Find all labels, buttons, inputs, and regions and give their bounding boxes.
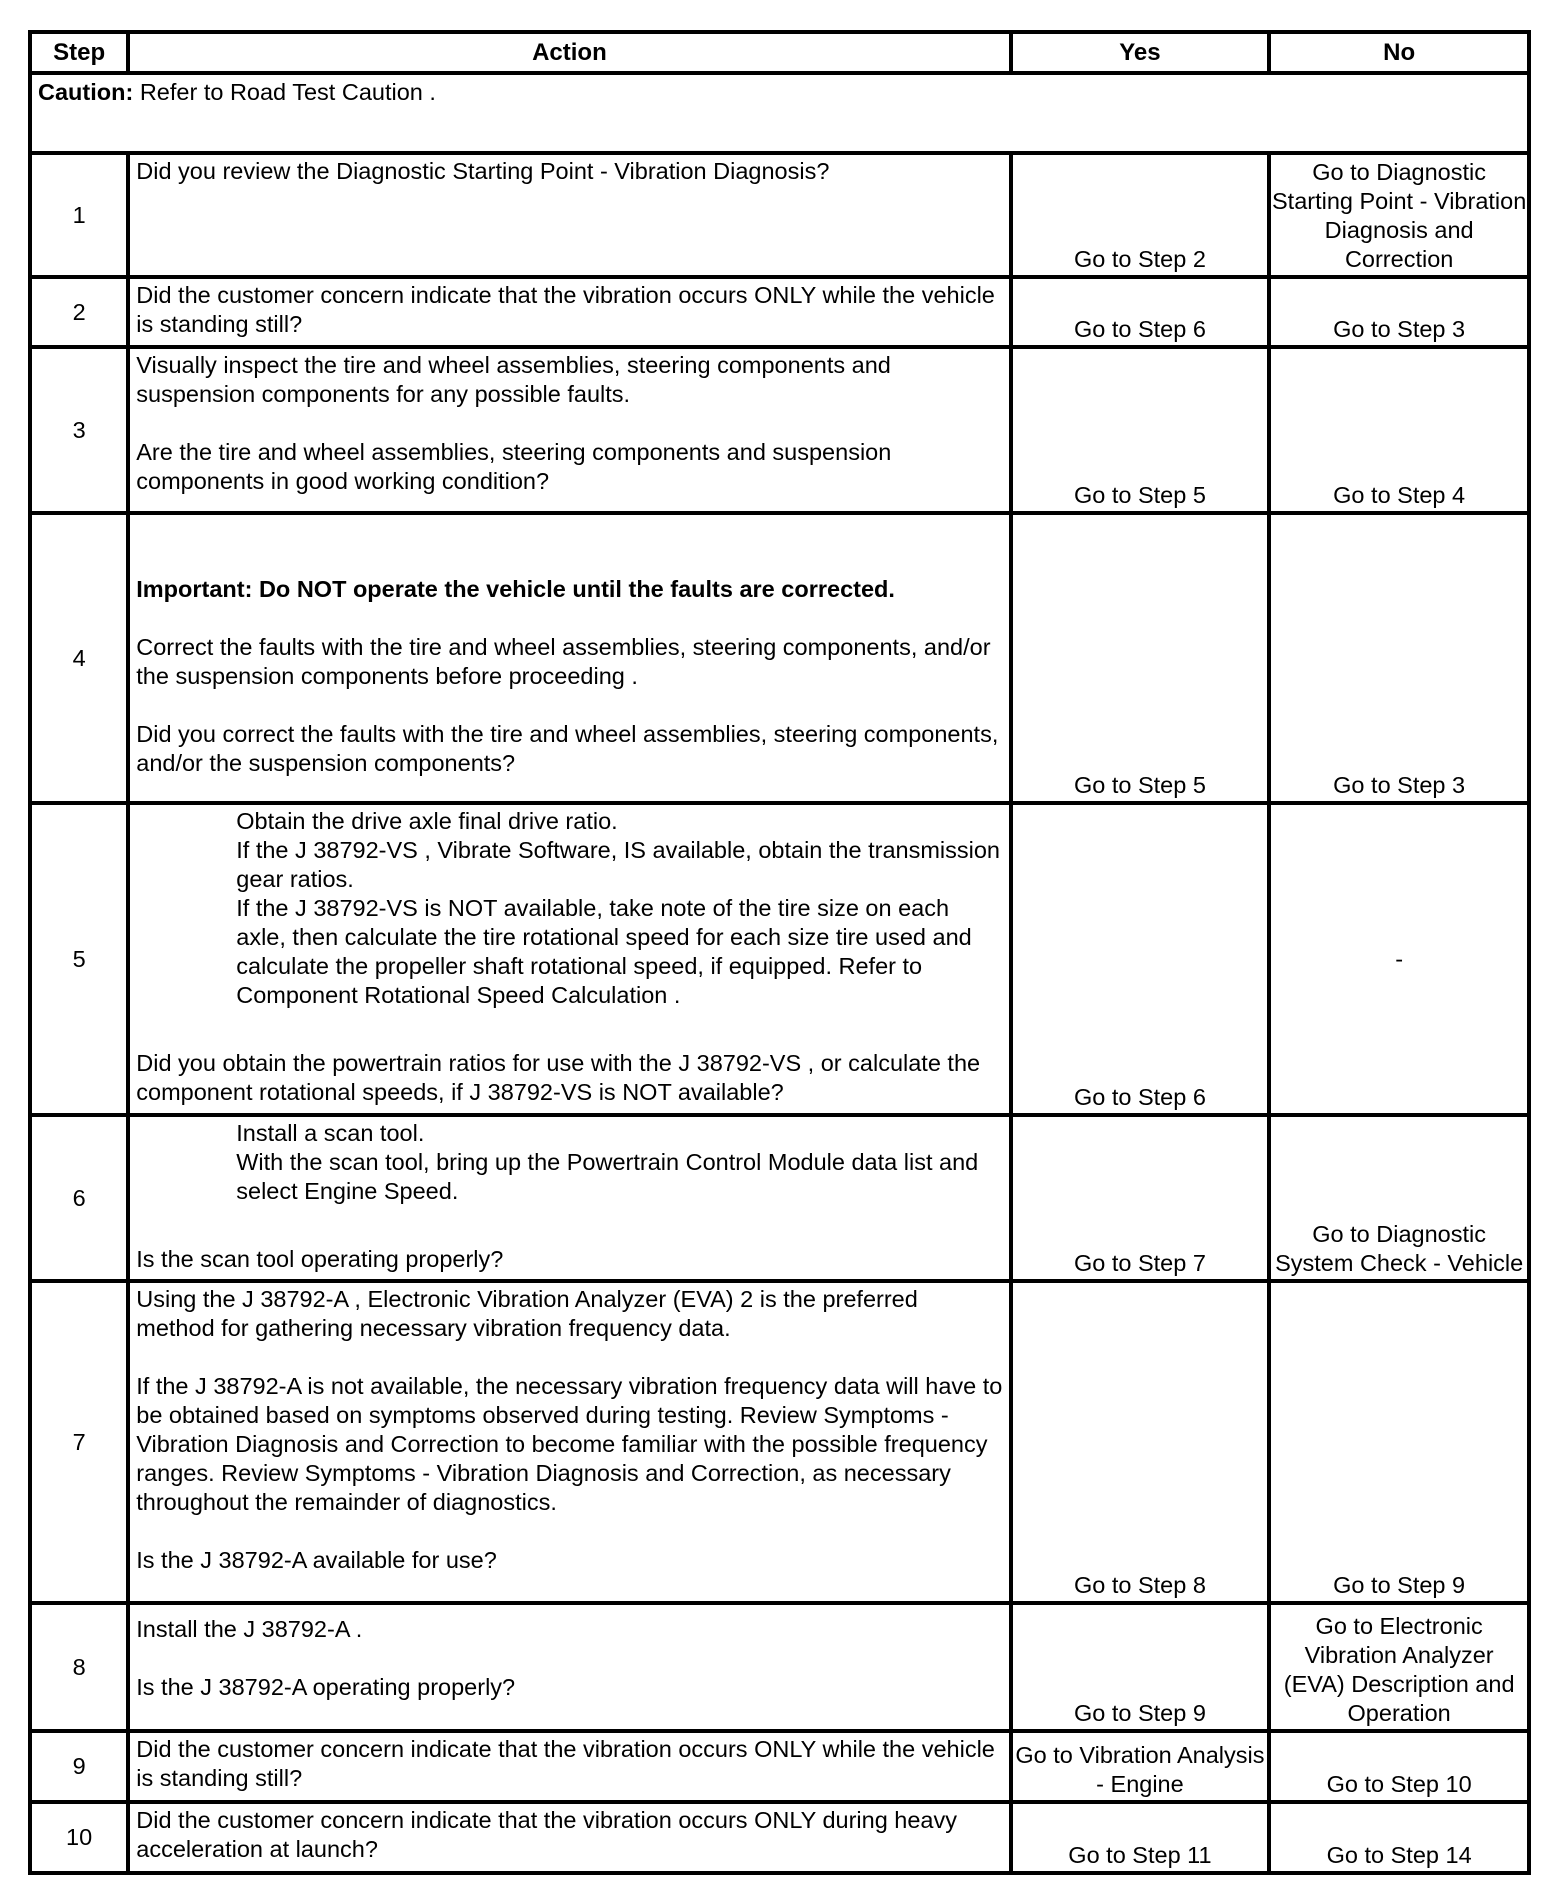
yes-result: Go to Step 9 [1011,1603,1270,1731]
action-cell [128,1281,1010,1603]
yes-result: Go to Step 8 [1011,1281,1270,1603]
header-step: Step [30,32,128,73]
action-text: Install the J 38792-A . [136,1616,363,1642]
action-substep: If the J 38792-VS is NOT available, take note of the tire size on each axle, then calculate the tire rotational speed for each size tire used and calculate the propeller shaft rotational speed, if equipped. Refer to Component Rotational Speed Calculation . [236,895,972,1008]
no-result: Go to Step 9 [1269,1281,1529,1603]
no-result: Go to Diagnostic System Check - Vehicle [1269,1115,1529,1281]
step-number: 7 [30,1281,128,1603]
no-result: Go to Step 3 [1269,513,1529,803]
table-row [30,1802,1529,1873]
header-row [30,32,1529,73]
yes-result: Go to Step 11 [1011,1802,1270,1873]
no-result: Go to Step 4 [1269,347,1529,513]
step-number: 8 [30,1603,128,1731]
step-number: 9 [30,1731,128,1802]
action-cell [128,1802,1010,1873]
action-cell [128,1731,1010,1802]
caution-row [30,73,1529,153]
yes-result: Go to Step 6 [1011,803,1270,1115]
table-row [30,1115,1529,1281]
action-text: Correct the faults with the tire and wheel assemblies, steering components, and/or the suspension components before proceeding . [136,634,991,689]
step-number: 1 [30,153,128,277]
yes-result: Go to Step 5 [1011,347,1270,513]
action-question: Is the J 38792-A available for use? [136,1547,497,1573]
no-result: Go to Step 10 [1269,1731,1529,1802]
action-text: Did you review the Diagnostic Starting Point - Vibration Diagnosis? [136,158,830,184]
header-action: Action [128,32,1010,73]
yes-result: Go to Step 7 [1011,1115,1270,1281]
no-result: - [1269,803,1529,1115]
no-result: Go to Diagnostic Starting Point - Vibration Diagnosis and Correction [1269,153,1529,277]
header-no: No [1269,32,1529,73]
action-cell [128,347,1010,513]
step-number: 2 [30,277,128,347]
action-substep: If the J 38792-VS , Vibrate Software, IS available, obtain the transmission gear ratios. [236,837,1000,892]
no-result: Go to Step 3 [1269,277,1529,347]
action-question: Did you obtain the powertrain ratios for use with the J 38792-VS , or calculate the component rotational speeds, if J 38792-VS is NOT available? [136,1050,981,1105]
action-text: Did the customer concern indicate that the vibration occurs ONLY while the vehicle is standing still? [136,1736,995,1791]
action-text: Did the customer concern indicate that the vibration occurs ONLY during heavy acceleration at launch? [136,1807,958,1862]
table-row [30,1281,1529,1603]
action-text: Did the customer concern indicate that the vibration occurs ONLY while the vehicle is standing still? [136,282,995,337]
action-text: If the J 38792-A is not available, the necessary vibration frequency data will have to be obtained based on symptoms observed during testing. Review Symptoms - Vibration Diagnosis and Correction to become familiar with the possible frequency ranges. Review Symptoms - Vibration Diagnosis and Correction, as necessary throughout the remainder of diagnostics. [136,1373,1003,1515]
step-number: 5 [30,803,128,1115]
step-number: 3 [30,347,128,513]
important-note: Important: Do NOT operate the vehicle until the faults are corrected. [136,576,895,602]
caution-label: Caution: [38,79,134,105]
header-yes: Yes [1011,32,1270,73]
table-row [30,347,1529,513]
caution-text: Refer to Road Test Caution . [133,79,436,105]
step-number: 10 [30,1802,128,1873]
action-cell [128,803,1010,1115]
caution-cell [30,73,1529,153]
action-substep: With the scan tool, bring up the Powertrain Control Module data list and select Engine Speed. [236,1149,979,1204]
action-question: Are the tire and wheel assemblies, steering components and suspension components in good working condition? [136,439,892,494]
action-cell [128,1115,1010,1281]
diagnostic-table [28,30,1531,1875]
step-number: 6 [30,1115,128,1281]
yes-result: Go to Step 2 [1011,153,1270,277]
table-row [30,1603,1529,1731]
yes-result: Go to Vibration Analysis - Engine [1011,1731,1270,1802]
no-result: Go to Electronic Vibration Analyzer (EVA) Description and Operation [1269,1603,1529,1731]
action-cell [128,1603,1010,1731]
action-cell [128,513,1010,803]
action-cell [128,277,1010,347]
yes-result: Go to Step 6 [1011,277,1270,347]
action-question: Did you correct the faults with the tire and wheel assemblies, steering components, and/or the suspension components? [136,721,999,776]
no-result: Go to Step 14 [1269,1802,1529,1873]
action-text: Visually inspect the tire and wheel assemblies, steering components and suspension components for any possible faults. [136,352,891,407]
step-number: 4 [30,513,128,803]
action-substep: Install a scan tool. [236,1120,425,1146]
action-question: Is the scan tool operating properly? [136,1246,504,1272]
table-row [30,513,1529,803]
table-row [30,277,1529,347]
table-row [30,1731,1529,1802]
yes-result: Go to Step 5 [1011,513,1270,803]
table-row [30,153,1529,277]
action-question: Is the J 38792-A operating properly? [136,1674,516,1700]
table-row [30,803,1529,1115]
action-cell [128,153,1010,277]
action-substep: Obtain the drive axle final drive ratio. [236,808,618,834]
action-text: Using the J 38792-A , Electronic Vibration Analyzer (EVA) 2 is the preferred method for gathering necessary vibration frequency data. [136,1286,918,1341]
